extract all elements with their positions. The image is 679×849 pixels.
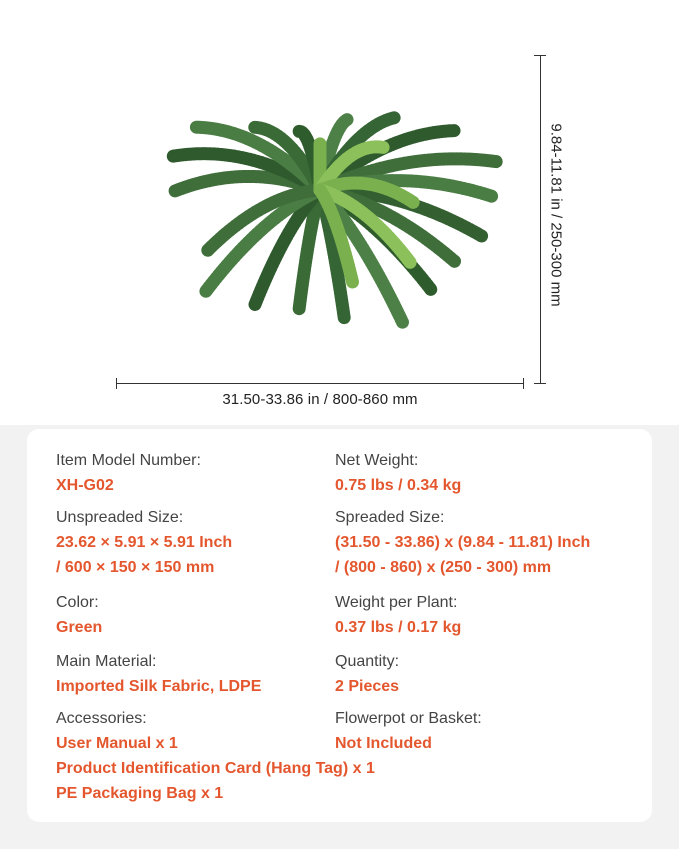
spec-unspread-value-line2: / 600 × 150 × 150 mm	[56, 559, 215, 576]
spec-accessories-item: PE Packaging Bag x 1	[56, 785, 224, 802]
spec-unspread-label: Unspreaded Size:	[56, 509, 184, 526]
spec-flowerpot	[335, 706, 482, 756]
spec-material-value: Imported Silk Fabric, LDPE	[56, 678, 262, 695]
spec-accessories-label: Accessories:	[56, 710, 147, 727]
spec-model-label: Item Model Number:	[56, 452, 201, 469]
spec-color-value: Green	[56, 619, 103, 636]
spec-net-weight-value: 0.75 lbs / 0.34 kg	[335, 477, 462, 494]
spec-accessories	[56, 706, 375, 806]
spec-flowerpot-label: Flowerpot or Basket:	[335, 710, 482, 727]
spec-spread-value-line2: / (800 - 860) x (250 - 300) mm	[335, 559, 552, 576]
spec-model	[56, 448, 201, 498]
spec-quantity	[335, 649, 399, 699]
spec-color-label: Color:	[56, 594, 99, 611]
spec-color	[56, 590, 102, 640]
spec-weight-per-plant	[335, 590, 461, 640]
spec-model-value: XH-G02	[56, 477, 114, 494]
spec-flowerpot-value: Not Included	[335, 735, 432, 752]
width-dimension-tick-right	[523, 378, 524, 389]
height-dimension-tick-bottom	[534, 383, 546, 384]
height-dimension-label: 9.84-11.81 in / 250-300 mm	[547, 123, 565, 307]
spec-material	[56, 649, 261, 699]
specifications-card	[27, 429, 652, 822]
spec-accessories-item: Product Identification Card (Hang Tag) x 1	[56, 760, 375, 777]
spec-net-weight-label: Net Weight:	[335, 452, 419, 469]
spec-material-label: Main Material:	[56, 653, 157, 670]
spec-weight-per-plant-value: 0.37 lbs / 0.17 kg	[335, 619, 462, 636]
spec-quantity-value: 2 Pieces	[335, 678, 400, 695]
spec-spread-label: Spreaded Size:	[335, 509, 445, 526]
spec-spread-size	[335, 505, 590, 580]
width-dimension-label: 31.50-33.86 in / 800-860 mm	[222, 391, 418, 408]
fern-plant-image	[105, 70, 525, 380]
width-dimension-line	[116, 383, 524, 384]
spec-accessories-item: User Manual x 1	[56, 735, 178, 752]
spec-quantity-label: Quantity:	[335, 653, 400, 670]
spec-spread-value-line1: (31.50 - 33.86) x (9.84 - 11.81) Inch	[335, 534, 591, 551]
spec-net-weight	[335, 448, 461, 498]
height-dimension-tick-top	[534, 55, 546, 56]
height-dimension-line	[540, 55, 541, 383]
spec-weight-per-plant-label: Weight per Plant:	[335, 594, 458, 611]
spec-unspread-size	[56, 505, 232, 580]
spec-unspread-value-line1: 23.62 × 5.91 × 5.91 Inch	[56, 534, 233, 551]
width-dimension-tick-left	[116, 378, 117, 389]
